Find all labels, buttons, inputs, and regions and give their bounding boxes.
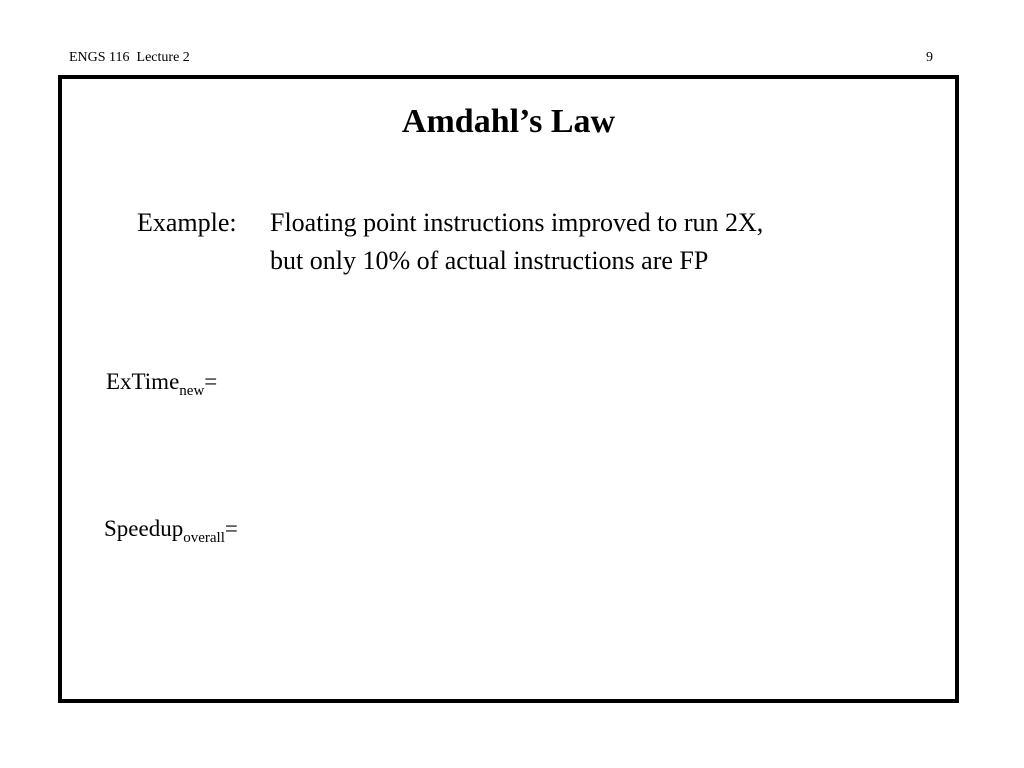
- example-line-2: but only 10% of actual instructions are FP: [270, 246, 709, 275]
- example-line-1: Floating point instructions improved to run 2X,: [270, 208, 764, 237]
- slide-frame: [58, 75, 959, 703]
- extime-label: ExTime: [106, 369, 180, 394]
- slide-title: Amdahl’s Law: [401, 103, 616, 140]
- page-number: 9: [926, 50, 933, 65]
- speedup-equals: =: [224, 516, 238, 541]
- course-header: ENGS 116 Lecture 2: [69, 50, 190, 65]
- extime-subscript: new: [179, 383, 205, 399]
- speedup-label: Speedup: [104, 516, 184, 541]
- extime-equals: =: [204, 369, 218, 394]
- speedup-formula: [104, 516, 238, 546]
- speedup-subscript: overall: [183, 530, 225, 546]
- example-text: [270, 204, 763, 280]
- extime-formula: [106, 369, 218, 399]
- example-label: Example:: [137, 208, 237, 237]
